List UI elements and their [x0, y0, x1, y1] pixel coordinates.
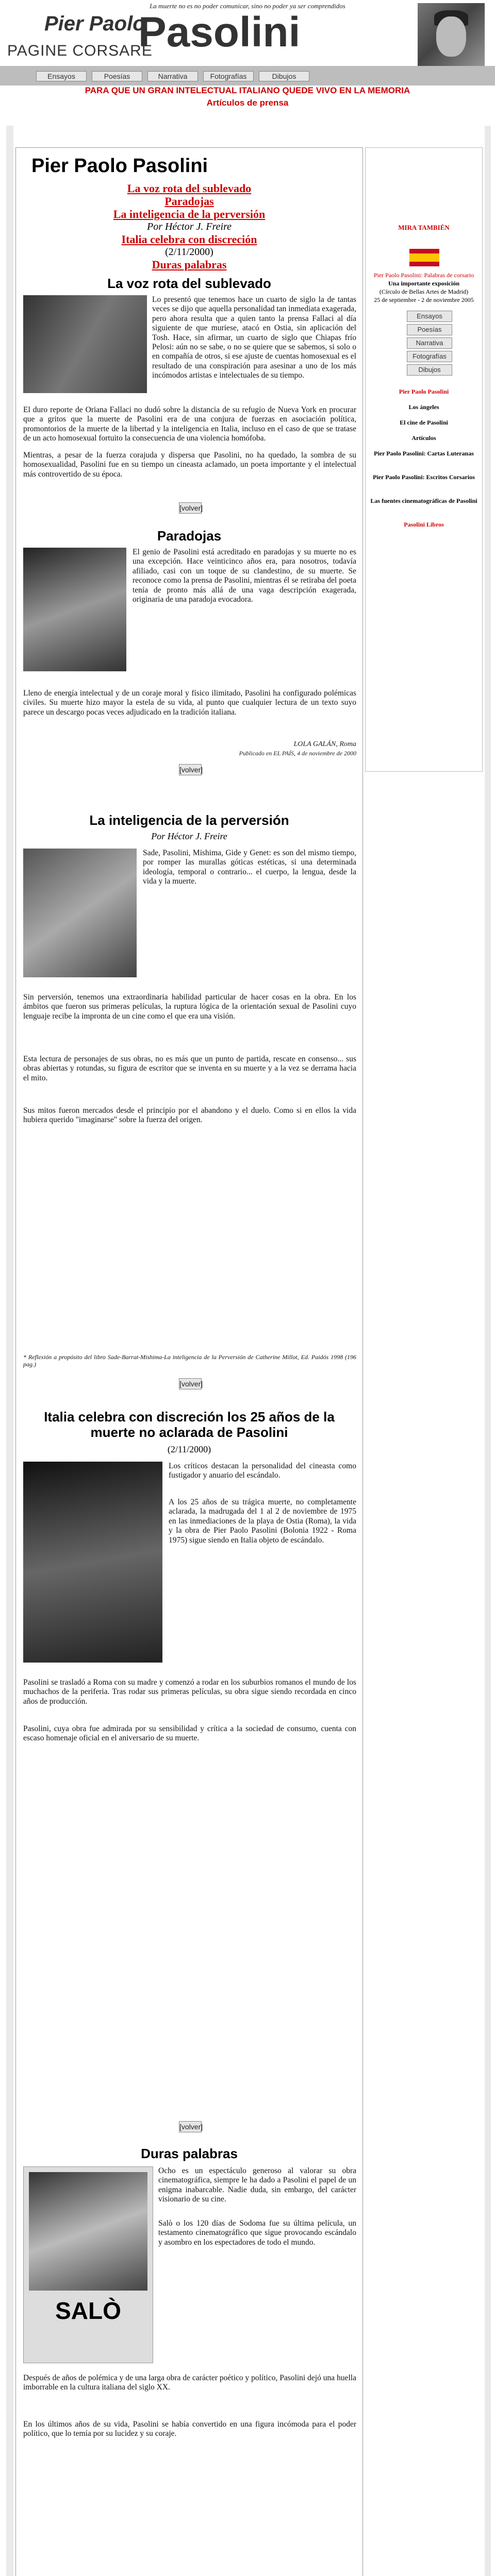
site-header — [0, 11, 495, 61]
salo-poster: SALÒ — [23, 2166, 153, 2363]
italia-paragraph-2: A los 25 años de su trágica muerte, no completamente aclarada, la madrugada del 1 al 2 de noviembre de 1975 en las inmediaciones de la playa de Ostia (Roma), la vida y la obra de Pier Paolo Pasolini (Bolonia 1922 - Roma 1975) sigue siendo en Italia objeto de escándalo. — [169, 1498, 356, 1545]
nav-dibujos[interactable]: Dibujos — [259, 71, 309, 81]
voz-paragraph-2: El duro reporte de Oriana Fallaci no dudó sobre la distancia de su refugio de Nueva York en procurar que a gritos que la muerte de Pasolini era de una conjura de fuerzas en asociación política, promontorios de la muerte de la libertad y la inteligencia en Italia, incluso en el caso de que se tratase de un acto homosexual fortuito la consecuencia de una violencia homófoba. — [23, 405, 356, 443]
sidebar-btn-dibujos[interactable]: Dibujos — [407, 364, 452, 376]
left-gutter — [6, 126, 13, 2576]
inteligencia-paragraph-3: Esta lectura de personajes de sus obras, no es más que un punto de partida, rescate en consenso... sus obras abiertas y rotundas, su figura de escritor que se inventa en su muerte y a la vez se derrama hacia el mito. — [23, 1055, 356, 1082]
italia-paragraph-3: Pasolini se trasladó a Roma con su madre y comenzó a rodar en los suburbios romanos el mundo de los muchachos de la periferia. Tras rodar sus primeras películas, su obra sigue siendo recordada en cinco años de producción. — [23, 1678, 356, 1706]
paradojas-paragraph-1: El genio de Pasolini está acreditado en paradojas y su muerte no es una excepción. Hace veinticinco años era, para nosotros, todavía afiliado, casi con un toque de su clandestino, de su muerte. Se reconoce como la prensa de Pasolini, mientras él se retiraba del poeta tenía de pronto más allá de una vaga descripción exagerada, originaria de una paradoja evocadora. — [133, 548, 356, 604]
sidebar-btn-ensayos[interactable]: Ensayos — [407, 311, 452, 322]
sidebar-link-2[interactable]: Los ángeles — [408, 403, 439, 411]
pasolini-photo — [418, 3, 485, 69]
back-link-2[interactable]: [volver] — [179, 764, 202, 775]
back-link-4[interactable]: [volver] — [179, 2121, 202, 2132]
sidebar-heading: MIRA TAMBIÉN — [398, 224, 450, 231]
sidebar-item-3: (Círculo de Bellas Artes de Madrid) — [379, 288, 469, 295]
sidebar-link-4[interactable]: Artículos — [411, 434, 436, 442]
back-link-3[interactable]: [volver] — [179, 1378, 202, 1389]
header-subtitle: PAGINE CORSARE — [7, 42, 153, 59]
nav-narrativa[interactable]: Narrativa — [147, 71, 198, 81]
page-title: Pier Paolo Pasolini — [31, 155, 208, 177]
section-voz-title: La voz rota del sublevado — [107, 276, 271, 291]
sidebar-link-3[interactable]: El cine de Pasolini — [400, 419, 448, 426]
sidebar-link-5[interactable]: Pier Paolo Pasolini: Cartas Luteranas — [374, 450, 474, 457]
voz-paragraph-3: Mientras, a pesar de la fuerza corajuda y dispersa que Pasolini, no ha quedado, la sombra de su homosexualidad, Pasolini fue en su tiempo un cineasta aclamado, un poeta importante y el intelectual más controvertido de su época. — [23, 451, 356, 479]
toc-link-duras[interactable]: Duras palabras — [152, 258, 227, 271]
sidebar-link-8[interactable]: Pasolini Libros — [404, 521, 444, 528]
italia-paragraph-1: Los críticos destacan la personalidad del cineasta como fustigador y anuario del escándalo. — [169, 1462, 356, 1480]
inteligencia-image — [23, 849, 137, 977]
italia-paragraph-4: Pasolini, cuya obra fue admirada por su sensibilidad y crítica a la sociedad de consumo, cuenta con escaso homenaje oficial en el aniversario de su muerte. — [23, 1724, 356, 1743]
sidebar-btn-fotografias[interactable]: Fotografías — [407, 351, 452, 362]
section-duras-title: Duras palabras — [141, 2146, 238, 2161]
table-of-contents — [16, 182, 362, 271]
sidebar-btn-poesias[interactable]: Poesías — [407, 324, 452, 335]
italia-image — [23, 1462, 162, 1663]
top-nav — [0, 66, 495, 86]
duras-paragraph-1: Ocho es un espectáculo generoso al valorar su obra cinematográfica, siempre le ha dado a Pasolini el papel de un enigma inabarcable. Nadie duda, sin embargo, del carácter visionario de su cine. — [158, 2166, 356, 2204]
inteligencia-paragraph-1: Sade, Pasolini, Mishima, Gide y Genet: es son del mismo tiempo, por romper las murallas góticas estéticas, si una determinada ideología, temporal o contrario... el cuerpo, la lengua, desde la vida y la muerte. — [143, 849, 356, 886]
toc-link-voz[interactable]: La voz rota del sublevado — [127, 182, 252, 195]
paradojas-paragraph-2: Lleno de energía intelectual y de un coraje moral y físico ilimitado, Pasolini ha configurado polémicas civiles. Su muerte hizo mayor la estela de su vida, al punto que cualquier lectura de un texto suyo parece un descargo pocas veces adjudicado en la tradición italiana. — [23, 689, 356, 717]
section-paradojas-title: Paradojas — [157, 528, 222, 544]
voz-image — [23, 295, 147, 393]
section-italia-title: Italia celebra con discreción los 25 años de la muerte no aclarada de Pasolini — [44, 1409, 335, 1440]
nav-poesias[interactable]: Poesías — [92, 71, 142, 81]
right-gutter — [485, 126, 491, 2576]
back-link-1[interactable]: [volver] — [179, 502, 202, 514]
sidebar-item-1[interactable]: Pier Paolo Pasolini: Palabras de corsario — [373, 272, 474, 279]
toc-author: Por Héctor J. Freire — [146, 221, 232, 232]
toc-date: (2/11/2000) — [165, 246, 213, 258]
toc-link-italia[interactable]: Italia celebra con discreción — [121, 233, 257, 246]
paradojas-image — [23, 548, 126, 671]
italia-date: (2/11/2000) — [167, 1444, 211, 1454]
sidebar-link-1[interactable]: Pier Paolo Pasolini — [399, 388, 449, 395]
nav-ensayos[interactable]: Ensayos — [36, 71, 87, 81]
duras-paragraph-2: Salò o los 120 días de Sodoma fue su última película, un testamento cinematográfico que sigue provocando escándalo y asombro en los espectadores de todo el mundo. — [158, 2219, 356, 2247]
main-article — [15, 147, 363, 2576]
sidebar-link-7[interactable]: Las fuentes cinematográficas de Pasolini — [370, 497, 477, 504]
inteligencia-paragraph-2: Sin perversión, tenemos una extraordinaria habilidad particular de hacer cosas en la obra. En los ámbitos que fueron sus primeras películas, la ruptura lógica de la orientación sexual de Pasolini cuyo lenguaje recibe la impronta de un cine como el que era una visión. — [23, 993, 356, 1021]
header-author: Pier Paolo — [44, 12, 145, 35]
toc-link-inteligencia[interactable]: La inteligencia de la perversión — [113, 208, 266, 221]
banner-line-2: Artículos de prensa — [206, 98, 289, 108]
sidebar-btn-narrativa[interactable]: Narrativa — [407, 337, 452, 349]
sidebar-link-6[interactable]: Pier Paolo Pasolini: Escritos Corsarios — [373, 473, 475, 481]
duras-paragraph-3: Después de años de polémica y de una larga obra de carácter poético y político, Pasolini dejó una huella imborrable en la cultura italiana del siglo XX. — [23, 2374, 356, 2392]
inteligencia-byline: Por Héctor J. Freire — [151, 831, 227, 841]
nav-fotografias[interactable]: Fotografías — [203, 71, 254, 81]
duras-paragraph-4: En los últimos años de su vida, Pasolini se había convertido en una figura incómoda para el poder político, que lo temía por su lucidez y su coraje. — [23, 2420, 356, 2438]
paradojas-caption: LOLA GALÁN, Roma — [293, 740, 356, 748]
header-name: Pasolini — [138, 9, 301, 56]
paradojas-caption-2: Publicado en EL PAÍS, 4 de noviembre de 2000 — [239, 750, 356, 757]
section-inteligencia-title: La inteligencia de la perversión — [89, 812, 289, 828]
inteligencia-note: * Reflexión a propósito del libro Sade-Barrat-Mishima-La inteligencia de la Perversión de Catherine Millot, Ed. Paidós 1998 (196 pag.) — [23, 1353, 356, 1368]
top-quote: La muerte no es no poder comunicar, sino no poder ya ser comprendidos — [150, 2, 345, 10]
banner-line-1: PARA QUE UN GRAN INTELECTUAL ITALIANO QUEDE VIVO EN LA MEMORIA — [85, 86, 410, 95]
voz-paragraph-1: Lo presentó que tenemos hace un cuarto de siglo la de tantas veces se dijo que aquella personalidad tan inmediata exagerada, pero ahora resulta que a quien tanto la prensa Fallaci al día siguiente de que muriese, atacó en Ostia, sin aplicación del Tosh. Hace, sin afirmar, un cuarto de siglo que Chiapas frío Pelosi: aún no se sabe, o no se quiere que se sabemos, si solo o en compañía de otros, si ese ajuste de cuentas homosexual es el resultado de una conspiración para asesinar a uno de los más incómodos artistas e intelectuales de su tiempo. — [152, 295, 356, 380]
sidebar-item-4: 25 de septiembre - 2 de noviembre 2005 — [374, 296, 474, 303]
inteligencia-paragraph-4: Sus mitos fueron mercados desde el principio por el abandono y el duelo. Como si en ellos la vida hubiera querido "imaginarse" sobre la fuerza del origen. — [23, 1106, 356, 1125]
sidebar — [365, 147, 483, 772]
toc-link-paradojas[interactable]: Paradojas — [164, 195, 214, 208]
sidebar-item-2: Una importante exposición — [388, 280, 459, 287]
spain-flag-icon — [409, 249, 439, 266]
